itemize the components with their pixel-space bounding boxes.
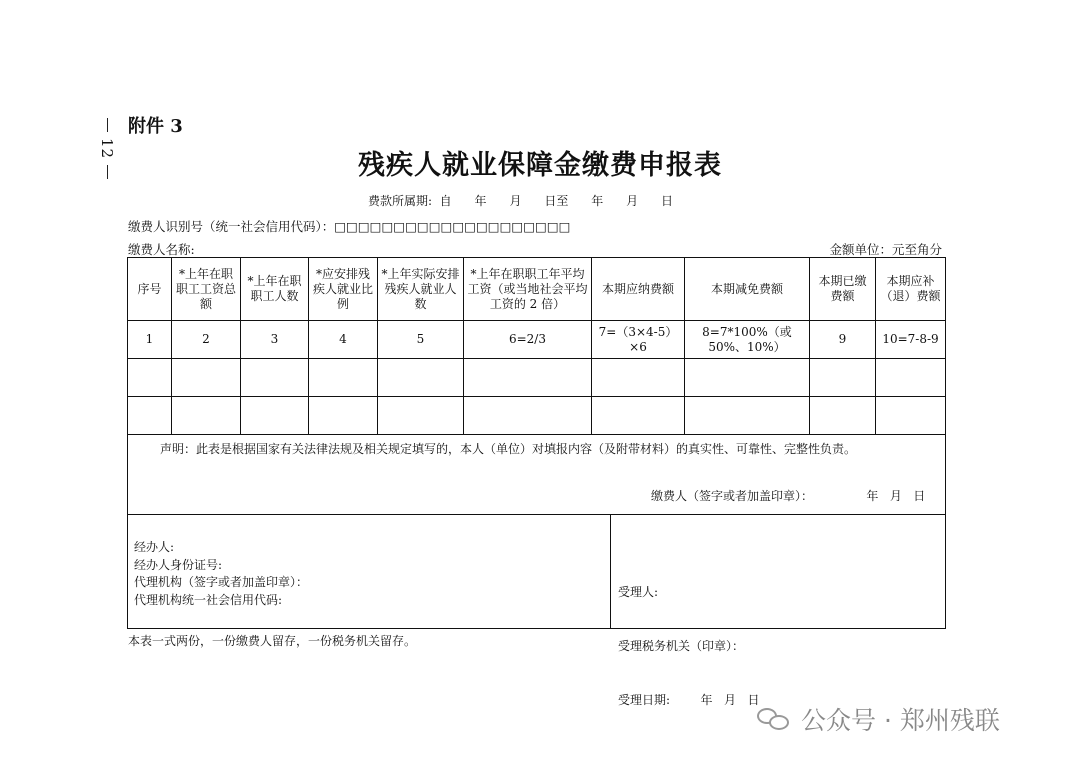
attachment-label: 附件 3: [128, 116, 183, 137]
header-cell-required-ratio: *应安排残疾人就业比例: [309, 258, 378, 321]
watermark: [757, 701, 1000, 737]
table-row-empty: [128, 359, 946, 397]
input-cell[interactable]: [241, 359, 309, 397]
tax-id-label: 缴费人识别号（统一社会信用代码）：□□□□□□□□□□□□□□□□□□□□: [128, 219, 571, 234]
header-cell-serial: 序号: [128, 258, 172, 321]
input-cell[interactable]: [378, 359, 464, 397]
index-cell: 10=7-8-9: [876, 321, 946, 359]
input-cell[interactable]: [378, 397, 464, 435]
receiver-section: [618, 547, 759, 745]
footnote: 本表一式两份，一份缴费人留存，一份税务机关留存。: [128, 634, 417, 648]
input-cell[interactable]: [309, 359, 378, 397]
input-cell[interactable]: [876, 359, 946, 397]
receive-date-line: 受理日期: 年 月 日: [618, 693, 760, 707]
declaration-table: [127, 257, 946, 435]
declaration-box: [127, 430, 946, 515]
payer-name-label: 缴费人名称:: [128, 242, 195, 257]
index-cell: 5: [378, 321, 464, 359]
input-cell[interactable]: [128, 359, 172, 397]
wechat-icon: [757, 706, 791, 732]
index-cell: 2: [172, 321, 241, 359]
header-cell-average-wage: *上年在职职工年平均工资（或当地社会平均工资的 2 倍）: [464, 258, 592, 321]
input-cell[interactable]: [810, 359, 876, 397]
input-cell[interactable]: [685, 397, 810, 435]
agent-line: 经办人:: [134, 540, 175, 554]
index-cell: 7=（3×4-5）×6: [592, 321, 685, 359]
table-index-row: [128, 321, 946, 359]
header-cell-payable: 本期应纳费额: [592, 258, 685, 321]
input-cell[interactable]: [464, 359, 592, 397]
input-cell[interactable]: [592, 397, 685, 435]
index-cell: 3: [241, 321, 309, 359]
input-cell[interactable]: [241, 397, 309, 435]
table-header-row: [128, 258, 946, 321]
header-cell-actual-disabled: *上年实际安排残疾人就业人数: [378, 258, 464, 321]
header-cell-balance: 本期应补（退）费额: [876, 258, 946, 321]
table-row-empty: [128, 397, 946, 435]
index-cell: 1: [128, 321, 172, 359]
agency-credit-code-line: 代理机构统一社会信用代码:: [134, 592, 283, 607]
index-cell: 6=2/3: [464, 321, 592, 359]
index-cell: 4: [309, 321, 378, 359]
agent-section: [128, 515, 611, 628]
input-cell[interactable]: [128, 397, 172, 435]
index-cell: 8=7*100%（或 50%、10%）: [685, 321, 810, 359]
header-cell-reduction: 本期减免费额: [685, 258, 810, 321]
agency-line: 代理机构（签字或者加盖印章）：: [134, 575, 309, 589]
input-cell[interactable]: [309, 397, 378, 435]
form-title: 残疾人就业保障金缴费申报表: [358, 150, 722, 181]
page-number-text: 12: [98, 138, 116, 160]
input-cell[interactable]: [172, 397, 241, 435]
header-cell-staff-count: *上年在职职工人数: [241, 258, 309, 321]
receiver-line: 受理人:: [618, 585, 659, 599]
input-cell[interactable]: [592, 359, 685, 397]
index-cell: 9: [810, 321, 876, 359]
input-cell[interactable]: [685, 359, 810, 397]
header-cell-paid: 本期已缴费额: [810, 258, 876, 321]
input-cell[interactable]: [464, 397, 592, 435]
fee-period: 费款所属期: 自 年 月 日至 年 月 日: [368, 194, 673, 208]
tax-office-line: 受理税务机关（印章）：: [618, 639, 745, 653]
input-cell[interactable]: [172, 359, 241, 397]
agent-id-line: 经办人身份证号:: [134, 557, 223, 572]
declaration-text: 声明：此表是根据国家有关法律法规及相关规定填写的，本人（单位）对填报内容（及附带材料）的真实性、可靠性、完整性负责。: [160, 442, 857, 456]
amount-unit-label: 金额单位：元至角分: [829, 242, 942, 257]
watermark-text: 公众号 · 郑州残联: [801, 706, 1000, 735]
payer-signature: 缴费人（签字或者加盖印章）： 年 月 日: [651, 489, 926, 503]
input-cell[interactable]: [810, 397, 876, 435]
header-cell-total-wages: *上年在职职工工资总额: [172, 258, 241, 321]
input-cell[interactable]: [876, 397, 946, 435]
